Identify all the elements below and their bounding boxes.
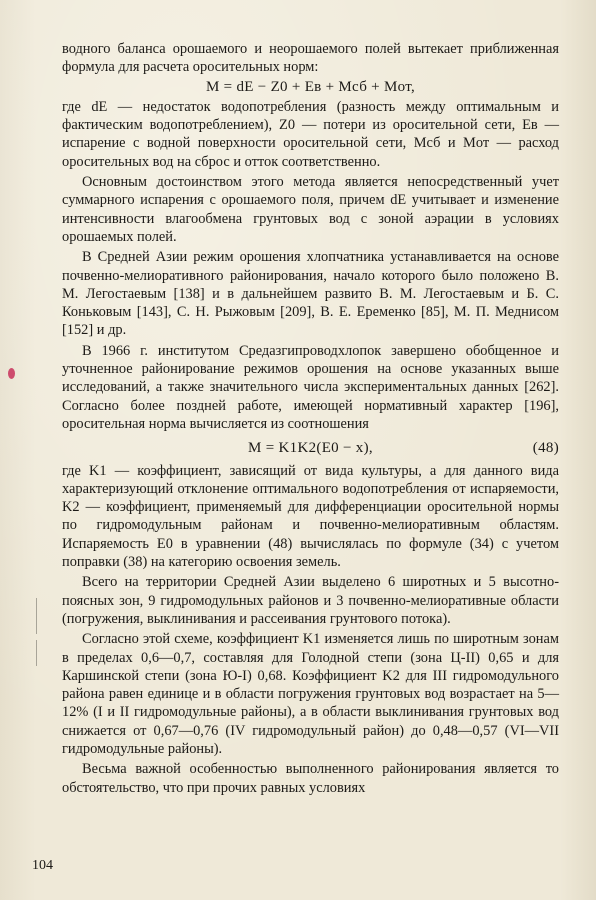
equation-number: (48): [532, 440, 559, 457]
paragraph: где dE — недостаток водопотребления (разность между оптимальным и фактическим водопотреблением), Z0 — потери из оросительной сети, Eв — испарение с водной поверхности оросительной сети, Mсб и Mот — расход оросительных вод на сброс и отток соответственно.: [62, 98, 559, 170]
margin-ink-dot: [8, 368, 15, 379]
paragraph-annotated: В 1966 г. институтом Средазгипроводхлопок завершено обобщенное и уточненное районирование режимов орошения на основе указанных выше исследований, а также значительного числа экспериментальных данных [262]. Согласно более поздней работе, имеющей нормативный характер [196], оросительная норма вычисляется из соотношения: [62, 342, 559, 432]
paragraph: В Средней Азии режим орошения хлопчатника устанавливается на основе почвенно-мелиоративного районирования, начало которого было положено В. М. Легостаевым [138] и в дальнейшем развито В. М. Легостаевым и Б. С. Коньковым [143], С. Н. Рыжовым [209], В. Е. Еременко [85], М. П. Меднисом [152] и др.: [62, 249, 559, 339]
paragraph: Весьма важной особенностью выполненного районирования является то обстоятельство, что при прочих равных условиях: [62, 761, 559, 796]
paragraph: водного баланса орошаемого и неорошаемого полей вытекает приближенная формула для расчета оросительных норм:: [62, 41, 559, 76]
equation-text: M = K1K2(E0 − x),: [248, 440, 373, 457]
paragraph: Всего на территории Средней Азии выделено 6 широтных и 5 высотно-поясных зон, 9 гидромодульных районов и 3 почвенно-мелиоративные области (погружения, выклинивания и рассеивания грунтового потока).: [62, 574, 559, 627]
paragraph: где K1 — коэффициент, зависящий от вида культуры, а для данного вида характеризующий отклонение оптимального водопотребления от испаряемости, K2 — коэффициент, применяемый для дифференциации оросительной нормы по гидромодульным районам и почвенно-мелиоративным областям. Испаряемость E0 в уравнении (48) вычислялась по формуле (34) с учетом поправки (38) на категорию освоения земель.: [62, 462, 559, 571]
text-column: [62, 40, 559, 797]
margin-pencil-mark: [36, 598, 37, 634]
equation-48: [62, 439, 559, 457]
formula: M = dE − Z0 + Eв + Mсб + Mот,: [205, 78, 416, 95]
paragraph: Согласно этой схеме, коэффициент K1 изменяется лишь по широтным зонам в пределах 0,6—0,7, составляя для Голодной степи (зона Ц-II) 0,65 и для Каршинской степи (зона Ю-I) 0,68. Коэффициент K2 для III гидромодульного района равен единице и в области погружения грунтовых вод возрастает на 5—12% (I и II гидромодульные районы), а в области выклинивания грунтовых вод снижается от 0,67—0,76 (IV гидромодульный район) до 0,48—0,57 (VI—VII гидромодульные районы).: [62, 631, 559, 757]
page-number: 104: [32, 858, 53, 873]
paragraph: Основным достоинством этого метода является непосредственный учет суммарного испарения с орошаемого поля, причем dE учитывает и изменение интенсивности влагообмена грунтовых вод с зоной аэрации в условиях орошаемых полей.: [62, 174, 559, 245]
margin-pencil-mark: [36, 640, 37, 666]
